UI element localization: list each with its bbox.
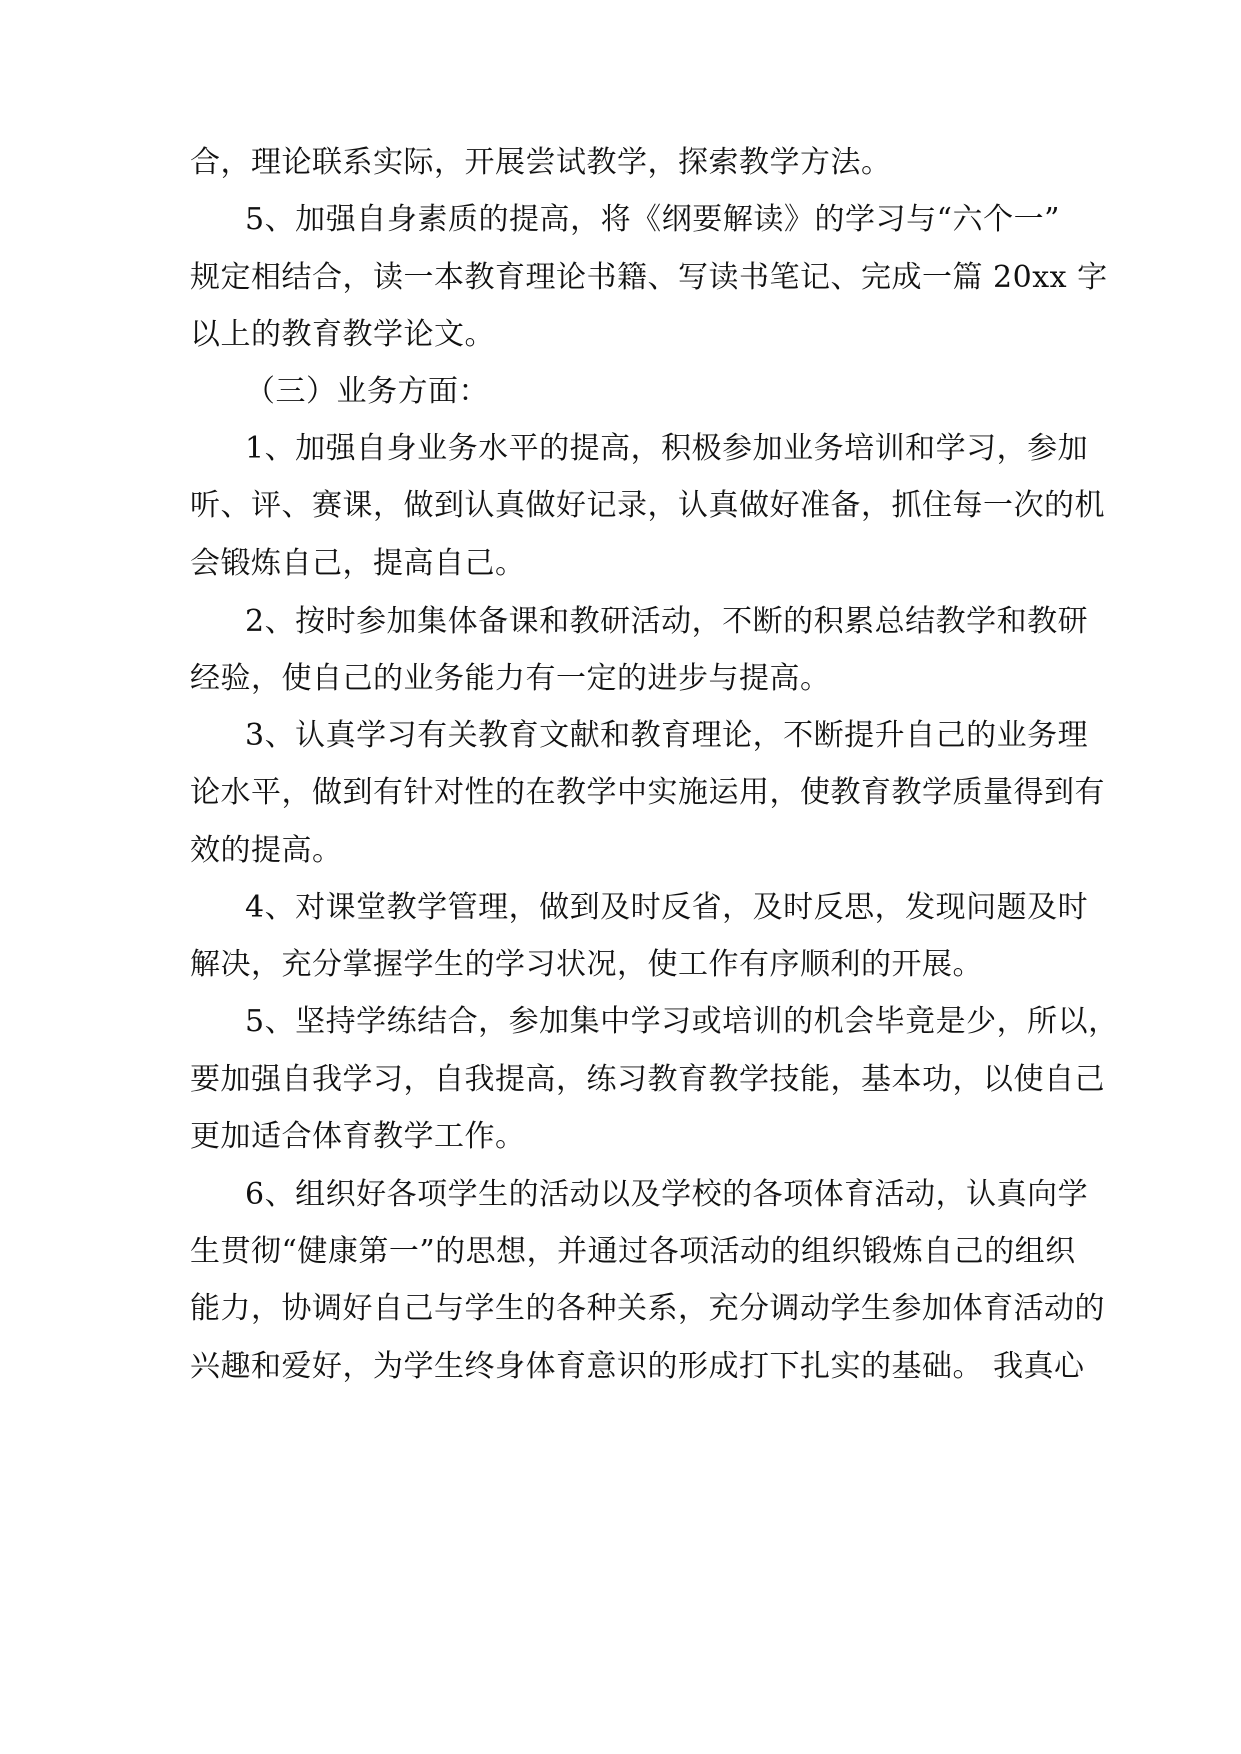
text-line-12: 论水平，做到有针对性的在教学中实施运用，使教育教学质量得到有 (190, 775, 1105, 810)
text-line-19: 6、组织好各项学生的活动以及学校的各项体育活动，认真向学 (245, 1177, 1089, 1212)
text-line-9: 2、按时参加集体备课和教研活动，不断的积累总结教学和教研 (245, 604, 1089, 639)
text-line-22: 兴趣和爱好，为学生终身体育意识的形成打下扎实的基础。 我真心 (190, 1349, 1085, 1384)
text-line-8: 会锻炼自己，提高自己。 (190, 546, 526, 581)
text-line-13: 效的提高。 (190, 833, 343, 868)
text-line-11: 3、认真学习有关教育文献和教育理论，不断提升自己的业务理 (245, 718, 1089, 753)
text-line-14: 4、对课堂教学管理，做到及时反省，及时反思，发现问题及时 (245, 890, 1089, 925)
text-line-7: 听、评、赛课，做到认真做好记录，认真做好准备，抓住每一次的机 (190, 488, 1105, 523)
text-line-10: 经验，使自己的业务能力有一定的进步与提高。 (190, 661, 831, 696)
text-line-1: 合，理论联系实际，开展尝试教学，探索教学方法。 (190, 145, 892, 180)
text-line-18: 更加适合体育教学工作。 (190, 1119, 526, 1154)
text-line-2: 5、加强自身素质的提高，将《纲要解读》的学习与“六个一” (245, 202, 1060, 237)
text-line-21: 能力，协调好自己与学生的各种关系，充分调动学生参加体育活动的 (190, 1291, 1105, 1326)
text-line-20: 生贯彻“健康第一”的思想，并通过各项活动的组织锻炼自己的组织 (190, 1234, 1076, 1269)
section-heading: （三）业务方面： (245, 374, 489, 409)
text-line-6: 1、加强自身业务水平的提高，积极参加业务培训和学习，参加 (245, 431, 1089, 466)
text-line-3: 规定相结合，读一本教育理论书籍、写读书笔记、完成一篇 20xx 字 (190, 260, 1108, 295)
text-line-17: 要加强自我学习，自我提高，练习教育教学技能，基本功，以使自己 (190, 1062, 1105, 1097)
text-line-4: 以上的教育教学论文。 (190, 317, 495, 352)
text-line-15: 解决，充分掌握学生的学习状况，使工作有序顺利的开展。 (190, 947, 983, 982)
text-line-16: 5、坚持学练结合，参加集中学习或培训的机会毕竟是少，所以， (245, 1004, 1119, 1039)
